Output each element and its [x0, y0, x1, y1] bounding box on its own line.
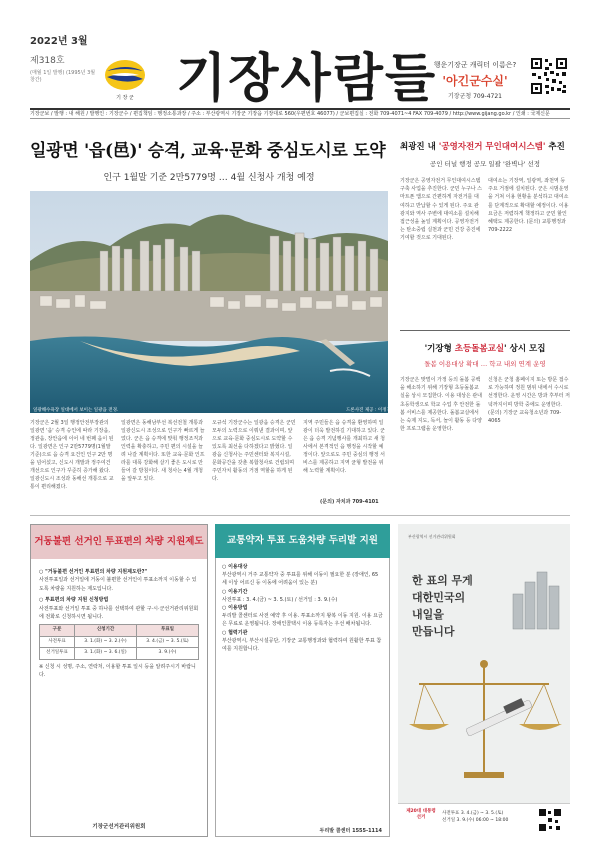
notice-paragraph: 사전투표일과 선거일에 거동이 불편한 선거인이 투표소까지 이동할 수 있도록 차량을 지원하는 제도입니다.: [39, 577, 197, 592]
main-headline[interactable]: 일광면 '읍(邑)' 승격, 교육·문화 중심도시로 도약: [30, 141, 386, 161]
photo-caption: 일광해수욕장 일대에서 보이는 일광읍 전경.: [33, 408, 119, 413]
gijang-logo-icon: [103, 57, 147, 93]
care-title-post: ' 상시 모집: [504, 344, 546, 354]
newspaper-title: 기장사람들: [176, 48, 438, 109]
table-cell: 3. 1.(화) ~ 3. 6.(일): [74, 648, 136, 659]
duribal-header: 교통약자 투표 도움차량 두리발 지원: [215, 524, 390, 558]
duribal-notice: [215, 524, 390, 837]
voting-vehicle-header: 거동불편 선거인 투표편의 차량 지원제도: [31, 525, 207, 559]
table-header-cell: 신청기간: [74, 625, 136, 636]
table-row: [40, 636, 199, 647]
main-article-column: 기장군은 2월 3일 행정안전부장관의 일광면 '읍' 승격 승인에 따라 기장읍, 정관읍, 장안읍에 이어 네 번째 읍이 된다. 일광면은 인구 2만5779명(1월말 기준)으로 읍 승격 요건인 인구 2만 명을 넘어섰고, 신도시 개발과 정주여건 개선으로 인구가 꾸준히 증가해 왔다. 일광신도시 조성과 동해선 개통으로 교통이 편리해졌다.: [30, 420, 114, 490]
promo-box: [425, 60, 525, 100]
main-article-column: 지역 주민들은 읍 승격을 환영하며 일광이 더욱 발전하길 기대하고 있다. 군은 읍 승격 기념행사를 개최하고 새 청사에서 본격적인 읍 행정을 시작할 예정이다. 앞으로도 주민 중심의 행정 서비스를 제공하고 지역 균형 발전을 위해 노력할 계획이다.: [303, 420, 385, 474]
care-title-pre: '기장형: [424, 344, 455, 354]
ad-footer: [398, 803, 570, 837]
election-badge: 제20대 대통령선거: [406, 809, 436, 820]
bicycle-article-column: 대여소는 기장역, 일광역, 좌천역 등 주요 거점에 설치된다. 군은 시범운영을 거쳐 이용 현황을 분석하고 대여소를 단계적으로 확대할 예정이다. 이용 요금은 저렴하게 책정하고 군민 할인 혜택도 제공한다. (문의) 교통행정과 709-2222: [488, 178, 569, 234]
table-header-row: [40, 625, 199, 636]
bicycle-article-title[interactable]: [400, 140, 565, 152]
notice-question: ○ 이용기간: [222, 588, 248, 595]
voting-vehicle-body: [31, 559, 207, 685]
main-article-body: [30, 419, 388, 507]
issue-number: 제318호: [30, 56, 65, 66]
promo-line1: 행운기장군 캐릭터 이름은?: [433, 61, 517, 69]
bicycle-title-pre: 최광진 내: [400, 142, 439, 152]
election-advertisement[interactable]: [398, 524, 570, 837]
notice-paragraph: ※ 신청 시 성명, 주소, 연락처, 이용할 투표 일시 등을 알려주시기 바랍니다.: [39, 663, 196, 679]
care-article-column: 기장군은 맞벌이 가정 등의 돌봄 공백을 해소하기 위해 기장형 초등돌봄교실을 상시 모집한다. 이용 대상은 관내 초등학생으로 학교 수업 후 안전한 돌봄 서비스를 제공한다. 돌봄교실에서는 숙제 지도, 독서, 놀이 활동 등 다양한 프로그램을 운영한다.: [400, 377, 482, 433]
ad-headline-line: 내일을: [412, 608, 444, 621]
bicycle-article-body: [400, 177, 570, 325]
care-article-body: [400, 376, 570, 504]
article-divider: [400, 330, 570, 331]
aerial-city-photo: [30, 191, 388, 413]
notice-question: ○ 협력기관: [222, 629, 248, 636]
schedule-table: [39, 624, 199, 659]
care-title-highlight: 초등돌봄교실: [454, 344, 505, 354]
notice-question: ○ 이용대상: [222, 564, 248, 570]
duribal-body: [215, 558, 390, 837]
qr-code-icon[interactable]: [530, 57, 568, 95]
balance-scale-icon: [404, 654, 564, 794]
bicycle-article-column: 기장군은 공영자전거 무인대여시스템 구축 사업을 추진한다. 군민 누구나 스마트폰 앱으로 간편하게 자전거를 대여하고 반납할 수 있게 된다. 주요 관광지와 역사 주변에 대여소를 설치해 접근성을 높일 계획이다. 공영자전거는 탄소중립 실천과 군민 건강 증진에 기여할 것으로 기대된다.: [400, 178, 482, 242]
ad-headline-line: 대한민국의: [412, 591, 466, 604]
voting-vehicle-notice: [30, 524, 208, 837]
main-article-column: 오규석 기장군수는 일광읍 승격은 군민 모두의 노력으로 이뤄낸 결과이며, 앞으로 교육·문화 중심도시로 도약할 수 있도록 최선을 다하겠다고 밝혔다. 일광읍 신청사는 주민센터와 복지시설, 문화공간을 갖춘 복합청사로 건립되며 주민자치 활동의 거점 역할을 하게 된다.: [212, 420, 296, 482]
table-cell: 3. 9.(수): [136, 648, 198, 659]
masthead: [0, 0, 600, 115]
election-day-date: 선거일 3. 9.(수) 06:00 ~ 18:00: [442, 818, 509, 823]
bicycle-title-post: 추진: [545, 142, 565, 152]
care-article-column: 신청은 군청 홈페이지 또는 방문 접수로 가능하며 정원 범위 내에서 수시로 선정한다. 운영 시간은 방과 후부터 저녁까지이며 방학 중에도 운영한다. (문의) 기장군 교육청소년과 709-4065: [488, 377, 570, 425]
election-schedule: [442, 810, 508, 824]
bicycle-title-highlight: '공영자전거 무인대여시스템': [438, 142, 546, 152]
election-commission-name: 기장군선거관리위원회: [92, 824, 146, 830]
care-article-title[interactable]: [400, 342, 570, 354]
publication-info-bar: 기장군보 / 발행 : 내 해원 / 발행인 : 기장군수 / 편집책임 : 행정소통과장 / 주소 : 부산광역시 기장군 기장읍 기장대로 560(우편번호 46077) / 군보편집실 : 전화 709-4071~4 FAX 709-4079 / http://www.gijang.go.kr / 인쇄 : 국제신문: [30, 108, 570, 119]
photo-credit: 드론사진 제공 : 이정기: [346, 408, 391, 413]
notice-paragraph: 부산광역시, 부산시설공단, 기장군 교통행정과와 협력하여 원활한 투표 참여를 지원합니다.: [222, 637, 382, 653]
notice-paragraph: 두리발 콜센터로 사전 예약 후 이용. 투표소까지 왕복 이동 지원. 이용 요금은 무료로 운영됩니다. 장애인콜택시 이용 등록자는 우선 배차됩니다.: [222, 613, 383, 628]
table-cell: 3. 4.(금) ~ 3. 5.(토): [136, 636, 198, 647]
care-article-subtitle: 돌봄 이용대상 확대 … 학교 내외 연계 운영: [424, 360, 546, 368]
main-subhead: 인구 1월말 기준 2만5779명 … 4월 신청사 개청 예정: [103, 173, 315, 183]
notice-question: ○ "거동불편 선거인 투표편의 차량 지원제도란?": [39, 569, 148, 575]
table-header-cell: 투표일: [136, 625, 198, 636]
table-cell: 사전투표: [40, 636, 75, 647]
table-row: [40, 648, 199, 659]
bicycle-article-subtitle: 공인 터널 행정 공모 일괄 '완벽나' 선정: [429, 160, 541, 168]
promo-line2: '아긴군수실': [442, 74, 508, 88]
table-cell: 선거일투표: [40, 648, 75, 659]
ad-headline-line: 한 표의 무게: [412, 574, 473, 587]
main-article-contact: (문의) 자치과 709-4101: [320, 499, 379, 505]
notice-question: ○ 이용방법: [222, 605, 248, 612]
coin-stack-icon: [508, 564, 563, 634]
duribal-contact: 두리발 콜센터 1555-1114: [319, 828, 382, 834]
issue-since: (매월 1일 발행) (1995년 3월 창간): [30, 70, 96, 83]
notice-question: ○ 투표편의 차량 지원 신청방법: [39, 597, 109, 604]
section-divider: [30, 515, 570, 516]
ad-headline-line: 만듭니다: [412, 625, 455, 638]
notice-paragraph: 사전투표와 선거일 투표 중 하나를 선택하여 관할 구·시·군선거관리위원회에 전화로 신청하시면 됩니다.: [39, 605, 199, 621]
promo-line3: 기장군청 709-4721: [448, 93, 502, 100]
issue-date: 2022년 3월: [30, 36, 88, 47]
early-voting-date: 사전투표 3. 4.(금) ~ 3. 5.(토): [442, 811, 504, 816]
table-cell: 3. 1.(화) ~ 3. 2.(수): [74, 636, 136, 647]
issue-info: [30, 32, 100, 83]
ad-qr-code-icon[interactable]: [538, 808, 562, 832]
notice-paragraph: 사전투표 : 3. 4.(금) ~ 3. 5.(토) / 선거일 : 3. 9.(수): [222, 596, 338, 603]
ad-sponsor: 부산광역시 선거관리위원회: [408, 534, 456, 539]
notice-paragraph: 부산광역시 거주 교통약자 중 투표를 위해 이동이 필요한 분 (장애인, 65세 이상 어르신 등 이동에 어려움이 있는 분): [222, 572, 379, 587]
main-article-column: 일광면은 동해남부선 복선전철 개통과 일광신도시 조성으로 인구가 빠르게 늘었다. 군은 읍 승격에 맞춰 행정조직과 인력을 확충하고, 주민 편의 시설을 늘려 나갈 계획이다. 또한 교육·문화 인프라를 대폭 강화해 살기 좋은 도시로 만들어 갈 방침이다. 새 청사는 4월 개청을 앞두고 있다.: [121, 420, 205, 482]
table-header-cell: 구분: [40, 625, 75, 636]
logo-caption: 기 장 군: [116, 95, 134, 101]
